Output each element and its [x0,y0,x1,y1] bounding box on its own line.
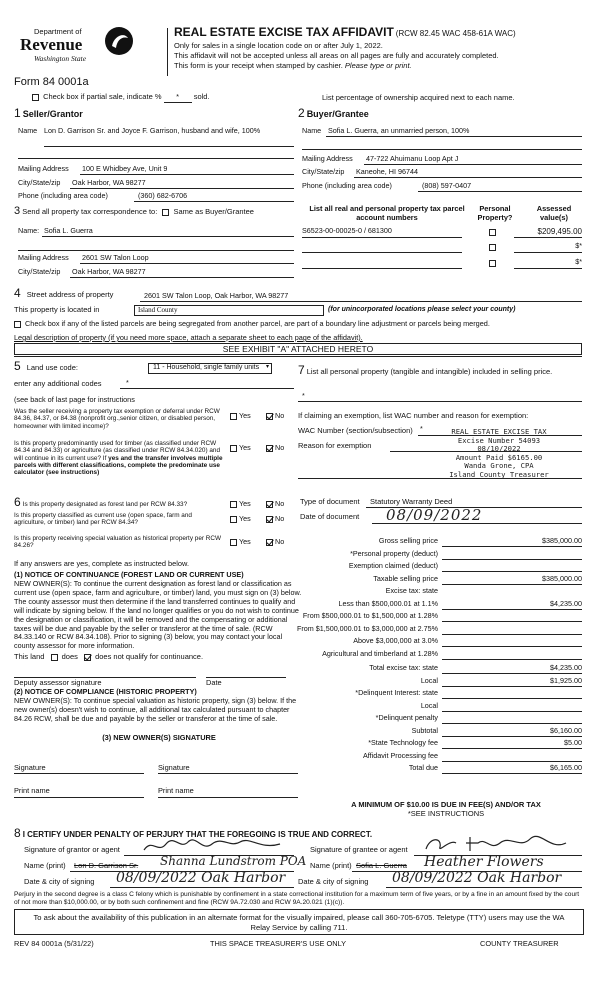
notice3-title: (3) NEW OWNER(S) SIGNATURE [102,733,216,742]
tax-row [300,536,582,548]
dor-logo [20,24,155,72]
personal-property-checkbox[interactable] [489,260,496,267]
forest-question: Is this property designated as forest land per RCW 84.33? [22,501,188,508]
seller-name-line-2 [18,158,294,159]
forest-yes [230,500,251,508]
exemption-yes [230,412,251,420]
owner-print-line-1 [14,797,144,798]
tax-row-label: *State Technology fee [368,738,438,747]
tax-row-line [442,748,582,749]
seller-phone-label: Phone (including area code) [18,191,108,200]
grantee-signature-scribble-icon [420,833,570,855]
tax-row-line [442,673,582,674]
tax-row [300,763,582,775]
partial-sale-percent[interactable]: * [164,93,192,103]
seller-name-value[interactable]: Lon D. Garrison Sr. and Joyce F. Garrison, husband and wife, 100% [44,126,261,135]
current-use-no [266,515,284,523]
corr-mailing-line [80,263,294,264]
owner-print-label-1: Print name [14,786,50,795]
tax-row [300,713,582,725]
buyer-phone-value[interactable]: (808) 597-0407 [422,181,472,190]
correspondence-label: Send all property tax correspondence to: [22,207,158,216]
no-label: No [275,443,285,452]
no-label: No [275,411,285,420]
stamp-line-4: Amount Paid $6165.00 [455,452,543,462]
perjury-notice [14,891,584,907]
tax-row-line [442,584,582,585]
located-label: This property is located in [14,305,100,314]
seller-city-label: City/State/zip [18,178,61,187]
header-note-3-text: This form is your receipt when stamped by cashier. [174,61,343,70]
personal-property-checkbox[interactable] [489,244,496,251]
seller-mailing-value[interactable]: 100 E Whidbey Ave, Unit 9 [82,164,168,173]
wac-label: WAC Number (section/subsection) [298,426,413,435]
minimum-due-note: A MINIMUM OF $10.00 IS DUE IN FEE(S) AND/OR TAX [351,800,541,809]
tax-row-line [442,736,582,737]
street-line [140,301,582,302]
buyer-mailing-label: Mailing Address [302,154,353,163]
section7-row [298,364,582,378]
parcel-row [302,227,582,239]
doc-date-value[interactable]: 08/09/2022 [386,506,483,524]
tax-row [296,623,582,636]
forest-yes-checkbox[interactable] [230,501,237,508]
reason-label: Reason for exemption [298,441,372,450]
legal-description-value: SEE EXHIBIT "A" ATTACHED HERETO [222,344,374,354]
grantee-name-value: Sofia L. Guerra [356,861,407,870]
current-use-yes [230,515,251,523]
ownership-note: List percentage of ownership acquired next to each name. [322,93,515,102]
form-number: Form 84 0001a [14,76,89,88]
personal-property-line [298,401,582,402]
buyer-name-line [326,136,582,137]
tax-row-label: From $500,000.01 to $1,500,000 at 1.28% [302,611,438,620]
tax-row-line [442,621,582,622]
stamp-line-3: 08/10/2022 [477,444,521,454]
continuance-row [14,653,203,662]
tax-row [300,663,582,675]
tax-row-label: *Personal property (deduct) [350,548,438,558]
dept-of-label: Department of [34,27,82,36]
property-street-row [14,287,113,301]
header-note-2: This affidavit will not be accepted unless all areas on all pages are fully and accurately completed. [174,51,499,60]
parcel-account[interactable]: S6523-00-00025-0 / 681300 [302,226,392,235]
corr-city-line [70,277,294,278]
historic-no [266,538,284,546]
seller-num: 1 [14,106,21,120]
tax-row-line [442,609,582,610]
header-note-1: Only for sales in a single location code on or after July 1, 2022. [174,41,383,50]
land-use-num: 5 [14,359,21,373]
tax-row-line [442,723,582,724]
buyer-phone-label: Phone (including area code) [302,181,392,190]
tax-row [300,688,582,700]
tax-row [300,676,582,688]
header-note-3-italic: Please type or print. [344,61,412,70]
segregated-checkbox[interactable] [14,321,21,328]
timber-question-text: Is this property predominantly used for timber (as classified under RCW 84.34 and 84.33) or agriculture (as classified under RCW 84.34.020) and will continue in its current use? If [14,440,221,462]
grantee-date-label: Date & city of signing [298,877,369,886]
historic-yes [230,538,251,546]
seller-name-label: Name [18,126,38,135]
no-label: No [275,514,285,523]
form-title [174,26,516,40]
corr-mailing-label: Mailing Address [18,253,69,262]
tax-row-label: Total excise tax: state [369,663,438,672]
land-use-row [14,360,78,374]
correspondence-num: 3 [14,205,21,217]
see-back-label: (see back of last page for instructions [14,395,135,404]
partial-sale-suffix: sold. [193,92,210,101]
form-title-ref: (RCW 82.45 WAC 458-61A WAC) [395,29,516,38]
seller-phone-value[interactable]: (360) 682-6706 [138,191,188,200]
land-use-label: Land use code: [26,363,78,372]
buyer-num: 2 [298,106,305,120]
personal-property-value[interactable]: * [302,391,305,400]
grantor-name-handwritten[interactable]: Shanna Lundstrom POA [160,854,307,868]
additional-codes-line [120,388,294,389]
timber-question [14,440,226,477]
stamp-line-2: Excise Number 54093 [457,435,541,445]
segregated-row [14,320,490,328]
dor-emblem-icon [104,26,134,56]
tax-row-label: Total due [408,763,438,772]
yes-label: Yes [239,443,251,452]
land-use-value: 11 - Household, single family units [153,364,260,371]
deputy-date-label: Date [206,678,222,687]
doc-type-value[interactable]: Statutory Warranty Deed [370,497,453,506]
deputy-sig-label: Deputy assessor signature [14,678,102,687]
tax-row-value[interactable]: $385,000.00 [542,573,582,583]
tax-row-label: Local [420,675,438,685]
seller-city-value[interactable]: Oak Harbor, WA 98277 [72,178,146,187]
tax-row [300,738,582,750]
tax-row-line [442,571,582,572]
grantor-date-label: Date & city of signing [24,877,95,886]
stamp-line-5: Wanda Grone, CPA [464,461,534,471]
grantee-date-value[interactable]: 08/09/2022 Oak Harbor [392,870,562,886]
legal-description-box[interactable] [14,343,582,355]
yes-label: Yes [239,499,251,508]
tax-row [300,599,582,611]
exemption-question: Was the seller receiving a property tax exemption or deferral under RCW 84.36, 84.37, or 84.38 (nonprofit org.,senior citizen, or disabled person, homeowner with limited income)? [14,408,220,430]
no-label: No [275,499,285,508]
grantor-date-value[interactable]: 08/09/2022 Oak Harbor [116,870,286,886]
grantor-name-label: Name (print) [24,861,66,870]
accessibility-text: To ask about the availability of this publication in an alternate format for the visually impaired, please call 360-705-6705. Teletype (TTY) users may use the WA Relay Service by calling 711. [33,913,565,932]
tax-row-label: Excise tax: state [385,586,438,595]
doc-date-label: Date of document [300,512,360,521]
correspondence-heading [14,205,254,218]
stamp-line-6: Island County Treasurer [449,469,549,479]
tax-row [300,701,582,713]
buyer-name-line-2 [302,149,582,150]
form-revision: REV 84 0001a (5/31/22) [14,939,94,948]
assessed-value[interactable]: $209,495.00 [537,227,582,236]
tax-row-value[interactable]: $6,160.00 [550,725,582,735]
tax-row [300,586,582,598]
tax-row-label: From $1,500,000.01 to $3,000,000 at 2.75% [296,623,438,633]
legal-label: Legal description of property (if you need more space, attach a separate sheet to each page of the affidavit). [14,333,363,342]
corr-city-label: City/State/zip [18,267,61,276]
see-instructions-note: *SEE INSTRUCTIONS [407,809,485,818]
timber-yes-checkbox[interactable] [230,445,237,452]
tax-row-line [442,686,582,687]
buyer-name-label: Name [302,126,322,135]
partial-sale-checkbox[interactable] [32,94,39,101]
tax-row [300,726,582,738]
tax-row-label: Taxable selling price [373,573,438,583]
additional-codes-value[interactable]: * [126,378,129,387]
grantor-sig-label: Signature of grantor or agent [24,845,120,854]
yes-label: Yes [239,537,251,546]
tax-row-line [442,546,582,547]
tax-row-value[interactable]: $6,165.00 [550,763,582,772]
chevron-down-icon: ▾ [265,364,269,370]
seller-heading [14,107,83,121]
exemption-no-checkbox[interactable] [266,413,273,420]
tax-row [300,574,582,586]
notice2-text: NEW OWNER(S): To continue special valuation as historic property, sign (3) below. If the new owner(s) doesn't wish to continue, all additional tax calculated pursuant to chapter 84.26 RCW, shall be due and payable by the seller or transferor at the time of sale. [14,696,297,723]
street-value[interactable]: 2601 SW Talon Loop, Oak Harbor, WA 98277 [144,291,289,300]
historic-no-checkbox[interactable] [266,539,273,546]
same-as-buyer-label: Same as Buyer/Grantee [173,207,254,216]
wac-value[interactable]: * [420,424,423,433]
tax-table [296,536,582,791]
owner-print-line-2 [158,797,298,798]
additional-codes-label: enter any additional codes [14,379,102,388]
personal-property-col-header: Personal Property? [477,204,513,222]
corr-city-value[interactable]: Oak Harbor, WA 98277 [72,267,146,276]
header-divider [167,28,168,76]
treasurer-use-label: THIS SPACE TREASURER'S USE ONLY [210,939,347,948]
notice1-title: (1) NOTICE OF CONTINUANCE (FOREST LAND OR CURRENT USE) [14,570,244,579]
tax-row-value[interactable]: $5.00 [564,738,582,747]
partial-sale-prefix: Check box if partial sale, indicate % [43,92,162,101]
grantee-date-line [386,887,582,888]
doc-type-label: Type of document [300,497,360,506]
notice1-text: NEW OWNER(S): To continue the current designation as forest land or classification as current use (open space, farm and agriculture, or timber) land, you must sign on (3) below. The county assessor must then determine if the land transferred continues to qualify and will indicate by signing below. If the land no longer qualifies or you do not wish to continue the designation or classification, it will be removed and the compensating or additional taxes will be due and payable by the seller or transferor at the time of sale. (RCW 84.33.140 or RCW 84.34.108). Prior to signing (3) below, you may contact your local county assessor for more information. [14,579,302,651]
current-use-yes-checkbox[interactable] [230,516,237,523]
buyer-heading [298,107,369,121]
owner-print-label-2: Print name [158,786,194,795]
parcel-row [302,258,582,270]
section7-num: 7 [298,363,305,377]
tax-row-label: *Delinquent Interest: state [355,688,438,697]
corr-mailing-value[interactable]: 2601 SW Talon Loop [82,253,149,262]
grantor-date-line [110,887,294,888]
historic-yes-checkbox[interactable] [230,539,237,546]
accessibility-box [14,909,584,935]
tax-row-value[interactable]: $4,235.00 [550,598,582,608]
tax-row [300,751,582,763]
buyer-phone-line [418,191,582,192]
owner-sig-line-2 [158,773,298,774]
timber-no [266,444,284,452]
parcel-col-header: List all real and personal property tax parcel account numbers [309,204,465,222]
this-land-label: This land [14,652,45,661]
historic-question: Is this property receiving special valuation as historical property per RCW 84.26? [14,535,222,550]
section7-label: List all personal property (tangible and intangible) included in selling price. [306,367,553,376]
header-note-3 [174,62,412,71]
street-label: Street address of property [26,290,114,299]
grantor-name-value: Lon D. Garrison Sr. [74,861,139,870]
tax-row-value[interactable]: $1,925.00 [550,675,582,685]
revenue-label: Revenue [20,35,83,54]
tax-row [300,549,582,561]
does-label: does [61,652,78,661]
tax-row-line [442,646,582,647]
section6-num: 6 [14,495,21,509]
doc-date-line [372,523,582,524]
buyer-heading-text: Buyer/Grantee [306,109,369,119]
tax-row-line [442,559,582,560]
no-label: No [275,537,285,546]
forest-no [266,500,284,508]
assessed-value-line [514,268,582,269]
does-not-checkbox[interactable] [84,654,91,661]
corr-line-2 [18,250,294,251]
buyer-city-line [354,177,582,178]
yes-label: Yes [239,411,251,420]
owner-sig-line-1 [14,773,144,774]
owner-sig-label-1: Signature [14,763,46,772]
forest-question-row [14,496,232,510]
parcel-row [302,242,582,254]
corr-name-label: Name: [18,226,40,235]
land-use-select[interactable] [148,363,272,374]
current-use-question: Is this property classified as current use (open space, farm and agriculture, or timber) land per RCW 84.34? [14,512,192,527]
perjury-notice-text: Perjury in the second degree is a class C felony which is punishable by confinement in a state correctional institution for a maximum term of five years, or by a fine in an amount fixed by the court of not more than $10,000.00, or by both such confinement and fine (RCW 9A.72.030 and RCW 9A.20.021 (1)(c)). [14,891,580,906]
tax-row-label: Gross selling price [378,536,438,545]
tax-row-value[interactable]: $385,000.00 [542,536,582,545]
county-treasurer-label: COUNTY TREASURER [480,939,559,948]
current-use-no-checkbox[interactable] [266,516,273,523]
assessed-value-col-header: Assessed value(s) [536,204,572,222]
yes-label: Yes [239,514,251,523]
tax-row-line [442,634,582,635]
parcel-account-line [302,237,462,238]
assessed-value[interactable]: $* [575,257,582,266]
certify-num: 8 [14,826,21,840]
tax-row-label: Affidavit Processing fee [363,750,438,760]
parcel-account-line [302,268,462,269]
corr-name-line [42,236,294,237]
seller-heading-text: Seller/Grantor [22,109,83,119]
county-select-value: Island County [138,306,178,314]
owner-sig-label-2: Signature [158,763,190,772]
tax-row-line [442,711,582,712]
tax-row [300,611,582,623]
tax-row-line [442,698,582,699]
property-num: 4 [14,286,21,300]
exemption-claim-label: If claiming an exemption, list WAC number and reason for exemption: [298,411,529,420]
washington-state-label: Washington State [34,54,87,63]
exemption-yes-checkbox[interactable] [230,413,237,420]
timber-no-checkbox[interactable] [266,445,273,452]
tax-row [300,636,582,648]
seller-phone-line [134,201,294,202]
personal-property-checkbox[interactable] [489,229,496,236]
assessed-value-line [514,252,582,253]
segregated-label: Check box if any of the listed parcels are being segregated from another parcel, are part of a boundary line adjustment or parcels being merged. [25,319,490,328]
seller-city-line [70,188,294,189]
legal-line-2 [14,356,582,357]
tax-row-label: Above $3,000,000 at 3.0% [353,636,438,645]
tax-row-line [442,659,582,660]
partial-sale-row [32,93,210,103]
tax-row-label: Agricultural and timberland at 1.28% [322,648,438,658]
form-title-text: REAL ESTATE EXCISE TAX AFFIDAVIT [174,25,394,39]
county-select[interactable] [134,305,324,316]
located-note: (for unincorporated locations please select your county) [328,306,516,313]
notice2-title: (2) NOTICE OF COMPLIANCE (HISTORIC PROPERTY) [14,687,197,696]
stamp-line-1: REAL ESTATE EXCISE TAX [451,427,547,436]
assessed-value[interactable]: $* [575,241,582,250]
tax-row-line [442,773,582,774]
certify-heading-text: I CERTIFY UNDER PENALTY OF PERJURY THAT THE FOREGOING IS TRUE AND CORRECT. [22,830,373,839]
tax-row-line [442,761,582,762]
assessed-value-line [514,237,582,238]
grantee-sig-label: Signature of grantee or agent [310,845,408,854]
buyer-city-value[interactable]: Kaneohe, HI 96744 [356,167,418,176]
buyer-mailing-line [364,164,582,165]
does-checkbox[interactable] [51,654,58,661]
if-yes-note: If any answers are yes, complete as instructed below. [14,559,189,568]
seller-mailing-label: Mailing Address [18,164,69,173]
does-not-label: does not qualify for continuance. [95,652,204,661]
tax-row-label: Subtotal [411,725,438,735]
same-as-buyer-checkbox[interactable] [162,209,169,216]
grantee-name-handwritten[interactable]: Heather Flowers [424,854,544,870]
buyer-name-value[interactable]: Sofia L. Guerra, an unmarried person, 100% [328,126,470,135]
grantee-name-label: Name (print) [310,861,352,870]
parcel-account-line [302,252,462,253]
exemption-no [266,412,284,420]
tax-row [300,561,582,573]
tax-row-label: Local [420,700,438,710]
tax-row-label: Less than $500,000.01 at 1.1% [338,598,438,608]
timber-question-bold: yes and the transfer involves multiple parcels with different classifications, complete the predominate use calculator (see instructions) [14,454,223,477]
treasurer-stamp [424,428,574,480]
grantor-signature-scribble-icon [140,836,290,856]
tax-row-label: Exemption claimed (deduct) [348,561,438,570]
tax-row [300,649,582,661]
seller-name-line [44,146,294,147]
tax-row-label: *Delinquent penalty [375,713,438,722]
buyer-mailing-value[interactable]: 47-722 Ahuimanu Loop Apt J [366,154,459,163]
seller-mailing-line [80,174,294,175]
tax-row-value[interactable]: $4,235.00 [550,663,582,672]
timber-yes [230,444,251,452]
corr-name-value[interactable]: Sofia L. Guerra [44,226,93,235]
buyer-city-label: City/State/zip [302,167,345,176]
forest-no-checkbox[interactable] [266,501,273,508]
